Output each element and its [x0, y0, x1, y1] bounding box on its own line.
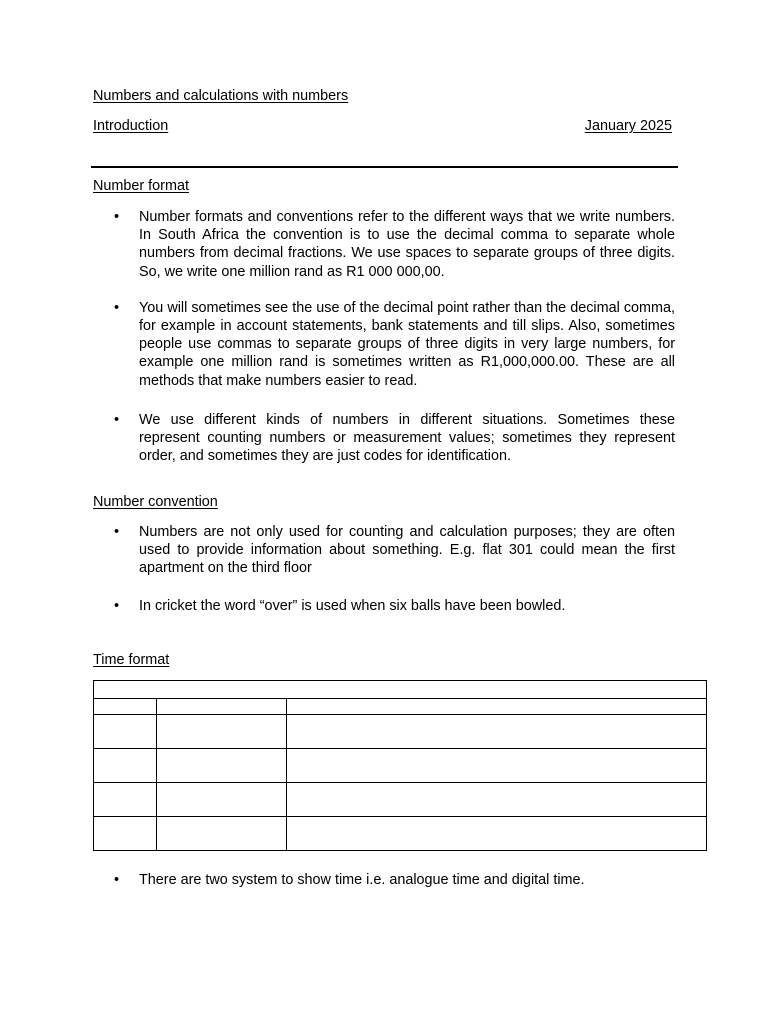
table-row — [94, 783, 707, 817]
bullet-icon: • — [114, 597, 120, 614]
table-header-cell — [94, 681, 707, 699]
list-item: • Number formats and conventions refer to the different ways that we write numbers. In South Africa the convention is to use the decimal comma to separate whole numbers from decimal fractions. We use spaces to separate groups of three digits. So, we write one million rand as R1 000 000,00. — [114, 209, 675, 280]
table-cell — [94, 699, 157, 715]
table-cell — [157, 715, 287, 749]
document-date: January 2025 — [584, 118, 672, 134]
bullet-icon: • — [114, 524, 120, 540]
table-row — [94, 699, 707, 715]
number-format-list — [93, 208, 675, 465]
number-convention-list — [93, 523, 675, 615]
table-cell — [287, 783, 707, 817]
section-heading-time-format: Time format — [93, 652, 170, 668]
table-row — [94, 681, 707, 699]
section-heading-number-format: Number format — [93, 178, 189, 194]
list-item: • We use different kinds of numbers in different situations. Sometimes these represent counting numbers or measurement values; sometimes they represent order, and sometimes they are just codes for identification. — [114, 411, 675, 465]
list-item: • Numbers are not only used for counting and calculation purposes; they are often used to provide information about something. E.g. flat 301 could mean the first apartment on the third floor — [114, 524, 675, 577]
time-format-table — [93, 680, 707, 851]
table-cell — [287, 749, 707, 783]
table-cell — [94, 783, 157, 817]
bullet-icon: • — [114, 299, 120, 316]
table-row — [94, 715, 707, 749]
document-title: Numbers and calculations with numbers — [93, 88, 349, 104]
document-subtitle: Introduction — [93, 118, 169, 134]
table-cell — [287, 699, 707, 715]
table-cell — [94, 715, 157, 749]
table-cell — [94, 817, 157, 851]
table-cell — [157, 817, 287, 851]
header-divider — [91, 166, 678, 168]
table-cell — [287, 715, 707, 749]
time-format-list — [93, 871, 675, 889]
list-item: • In cricket the word “over” is used when six balls have been bowled. — [114, 597, 566, 614]
list-item: • You will sometimes see the use of the decimal point rather than the decimal comma, for example in account statements, bank statements and till slips. Also, sometimes people use commas to separate groups of three digits in very large numbers, for example one million rand is sometimes written as R1,000,000.00. These are all methods that make numbers easier to read. — [114, 299, 675, 389]
section-heading-number-convention: Number convention — [93, 494, 218, 510]
table-cell — [287, 817, 707, 851]
table-cell — [157, 749, 287, 783]
table-row — [94, 749, 707, 783]
table-cell — [157, 783, 287, 817]
bullet-icon: • — [114, 209, 120, 225]
table-cell — [157, 699, 287, 715]
list-item: • There are two system to show time i.e. analogue time and digital time. — [114, 872, 585, 888]
bullet-icon: • — [114, 411, 120, 428]
table-cell — [94, 749, 157, 783]
bullet-icon: • — [114, 872, 120, 888]
table-row — [94, 817, 707, 851]
